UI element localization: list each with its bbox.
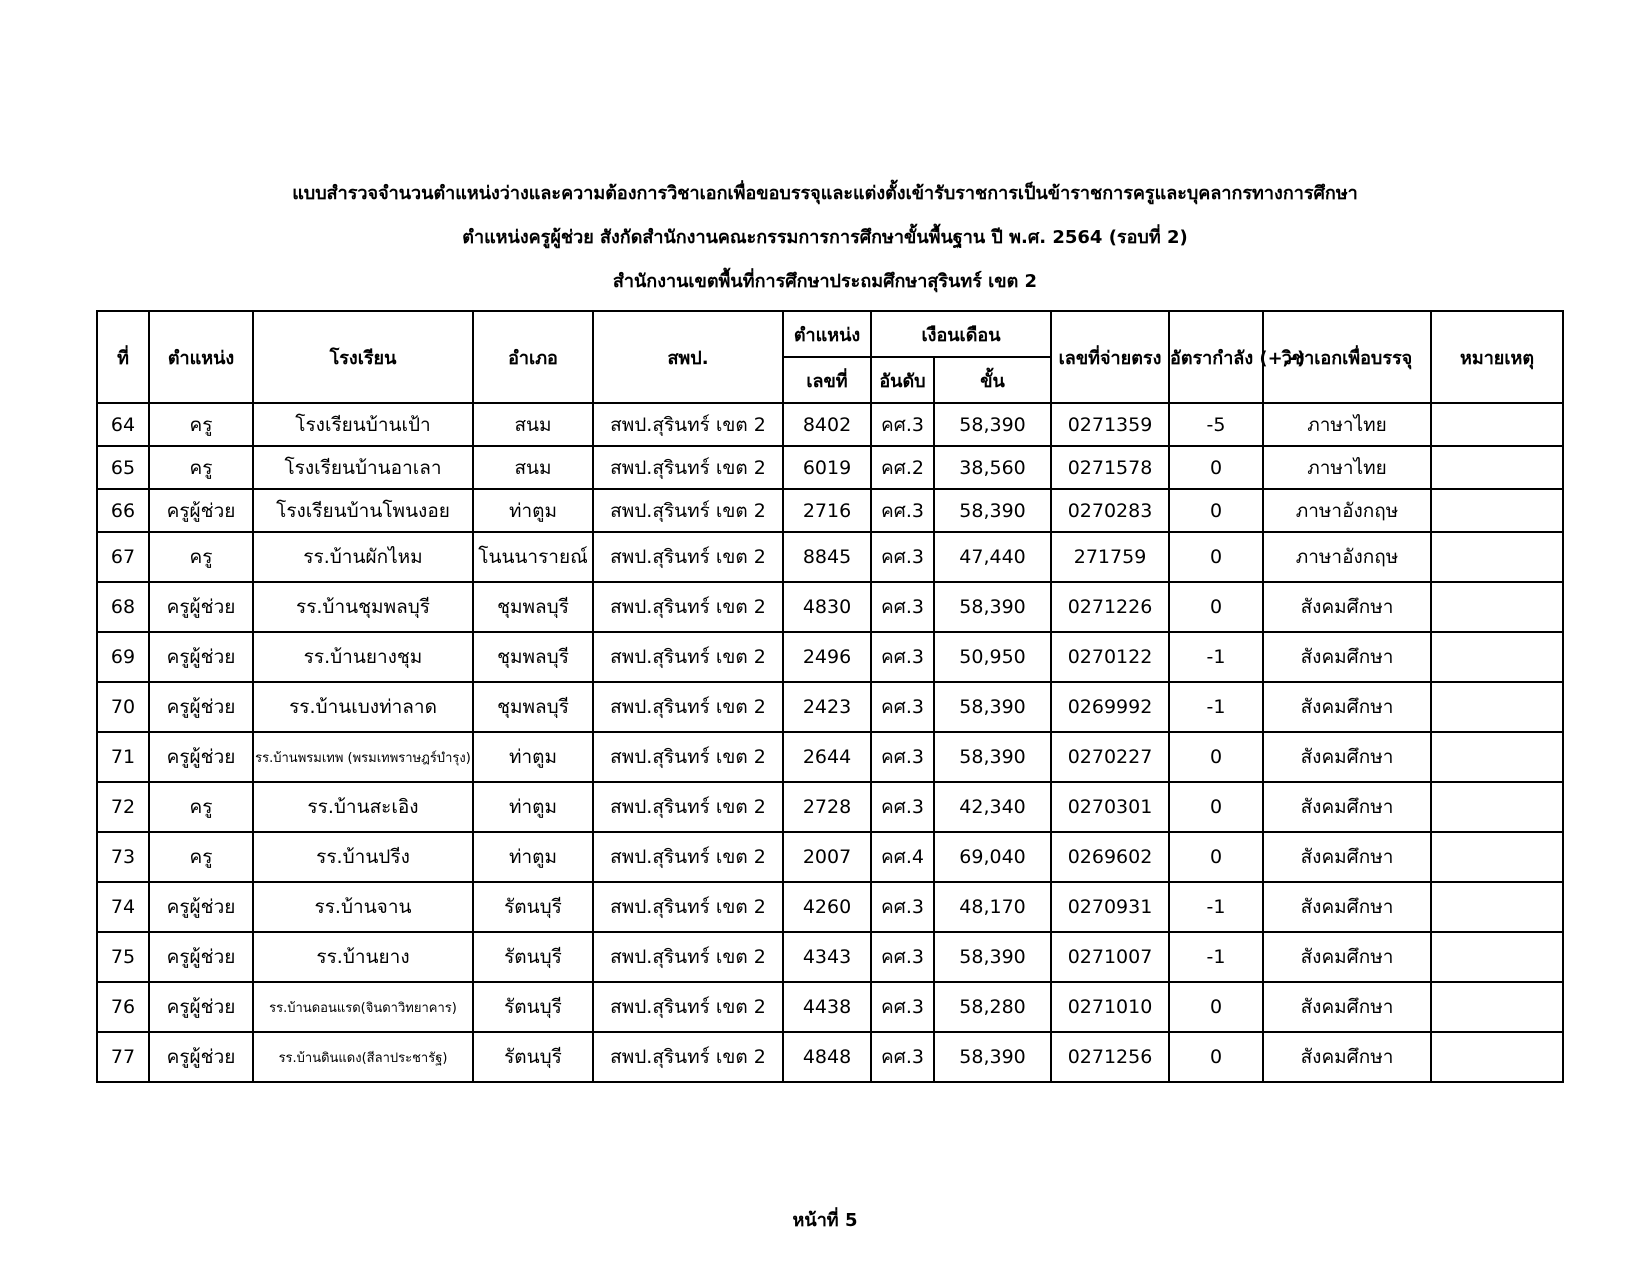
cell-pay-no: 0271359 bbox=[1051, 403, 1169, 446]
cell-rate: -1 bbox=[1169, 682, 1263, 732]
cell-school: รร.บ้านเบงท่าลาด bbox=[253, 682, 473, 732]
table-row bbox=[97, 446, 1563, 489]
cell-position: ครูผู้ช่วย bbox=[149, 982, 253, 1032]
table-row bbox=[97, 882, 1563, 932]
cell-pay-no: 0269992 bbox=[1051, 682, 1169, 732]
table-row bbox=[97, 582, 1563, 632]
cell-pay-no: 271759 bbox=[1051, 532, 1169, 582]
cell-position: ครู bbox=[149, 832, 253, 882]
cell-step: 58,390 bbox=[934, 403, 1051, 446]
cell-note bbox=[1431, 403, 1563, 446]
cell-position: ครูผู้ช่วย bbox=[149, 932, 253, 982]
cell-district: ท่าตูม bbox=[473, 489, 593, 532]
cell-district: ท่าตูม bbox=[473, 732, 593, 782]
cell-step: 47,440 bbox=[934, 532, 1051, 582]
cell-pay-no: 0269602 bbox=[1051, 832, 1169, 882]
cell-no: 73 bbox=[97, 832, 149, 882]
cell-position: ครูผู้ช่วย bbox=[149, 489, 253, 532]
cell-step: 58,390 bbox=[934, 582, 1051, 632]
cell-note bbox=[1431, 446, 1563, 489]
cell-note bbox=[1431, 1032, 1563, 1082]
cell-no: 70 bbox=[97, 682, 149, 732]
header-step: ขั้น bbox=[934, 357, 1051, 403]
cell-school: โรงเรียนบ้านอาเลา bbox=[253, 446, 473, 489]
cell-major: สังคมศึกษา bbox=[1263, 632, 1431, 682]
cell-district: สนม bbox=[473, 446, 593, 489]
cell-office: สพป.สุรินทร์ เขต 2 bbox=[593, 732, 783, 782]
cell-rank: คศ.3 bbox=[871, 682, 934, 732]
cell-step: 58,280 bbox=[934, 982, 1051, 1032]
cell-no: 67 bbox=[97, 532, 149, 582]
header-office: สพป. bbox=[593, 311, 783, 403]
title-line-2: ตำแหน่งครูผู้ช่วย สังกัดสำนักงานคณะกรรมการการศึกษาขั้นพื้นฐาน ปี พ.ศ. 2564 (รอบที่ 2) bbox=[462, 227, 1188, 248]
cell-office: สพป.สุรินทร์ เขต 2 bbox=[593, 632, 783, 682]
cell-rank: คศ.3 bbox=[871, 403, 934, 446]
cell-pay-no: 0270301 bbox=[1051, 782, 1169, 832]
cell-rate: 0 bbox=[1169, 1032, 1263, 1082]
header-position: ตำแหน่ง bbox=[149, 311, 253, 403]
cell-rank: คศ.3 bbox=[871, 1032, 934, 1082]
cell-rank: คศ.2 bbox=[871, 446, 934, 489]
cell-office: สพป.สุรินทร์ เขต 2 bbox=[593, 832, 783, 882]
cell-school: รร.บ้านพรมเทพ (พรมเทพราษฎร์บำรุง) bbox=[253, 732, 473, 782]
cell-rate: -1 bbox=[1169, 882, 1263, 932]
cell-pos-no: 2644 bbox=[783, 732, 871, 782]
table-row bbox=[97, 832, 1563, 882]
table-row bbox=[97, 982, 1563, 1032]
header-no: ที่ bbox=[97, 311, 149, 403]
cell-school: โรงเรียนบ้านเป้า bbox=[253, 403, 473, 446]
cell-school: รร.บ้านยาง bbox=[253, 932, 473, 982]
cell-pos-no: 4260 bbox=[783, 882, 871, 932]
cell-note bbox=[1431, 932, 1563, 982]
cell-no: 77 bbox=[97, 1032, 149, 1082]
cell-no: 65 bbox=[97, 446, 149, 489]
cell-rate: 0 bbox=[1169, 832, 1263, 882]
cell-no: 74 bbox=[97, 882, 149, 932]
cell-rank: คศ.3 bbox=[871, 932, 934, 982]
header-row-1 bbox=[97, 311, 1563, 357]
cell-position: ครู bbox=[149, 782, 253, 832]
cell-rate: 0 bbox=[1169, 489, 1263, 532]
table-row bbox=[97, 932, 1563, 982]
cell-pay-no: 0271578 bbox=[1051, 446, 1169, 489]
cell-pos-no: 4848 bbox=[783, 1032, 871, 1082]
cell-step: 50,950 bbox=[934, 632, 1051, 682]
cell-school: รร.บ้านดอนแรด(จินดาวิทยาคาร) bbox=[253, 982, 473, 1032]
cell-step: 48,170 bbox=[934, 882, 1051, 932]
cell-rate: -1 bbox=[1169, 932, 1263, 982]
cell-office: สพป.สุรินทร์ เขต 2 bbox=[593, 932, 783, 982]
cell-major: สังคมศึกษา bbox=[1263, 932, 1431, 982]
table-row bbox=[97, 782, 1563, 832]
cell-pos-no: 2728 bbox=[783, 782, 871, 832]
cell-rate: 0 bbox=[1169, 582, 1263, 632]
table-body bbox=[97, 403, 1563, 1082]
cell-pos-no: 2496 bbox=[783, 632, 871, 682]
document-titles bbox=[0, 172, 1650, 304]
cell-major: ภาษาไทย bbox=[1263, 446, 1431, 489]
header-school: โรงเรียน bbox=[253, 311, 473, 403]
cell-office: สพป.สุรินทร์ เขต 2 bbox=[593, 882, 783, 932]
cell-district: รัตนบุรี bbox=[473, 932, 593, 982]
table-row bbox=[97, 403, 1563, 446]
cell-office: สพป.สุรินทร์ เขต 2 bbox=[593, 582, 783, 632]
cell-pay-no: 0270122 bbox=[1051, 632, 1169, 682]
header-pos-no-top: ตำแหน่ง bbox=[783, 311, 871, 357]
cell-district: รัตนบุรี bbox=[473, 882, 593, 932]
cell-rank: คศ.4 bbox=[871, 832, 934, 882]
title-line-3: สำนักงานเขตพื้นที่การศึกษาประถมศึกษาสุรินทร์ เขต 2 bbox=[612, 271, 1038, 292]
cell-note bbox=[1431, 732, 1563, 782]
header-pay-no: เลขที่จ่ายตรง bbox=[1051, 311, 1169, 403]
cell-school: รร.บ้านจาน bbox=[253, 882, 473, 932]
cell-step: 58,390 bbox=[934, 682, 1051, 732]
cell-school: โรงเรียนบ้านโพนงอย bbox=[253, 489, 473, 532]
table-row bbox=[97, 489, 1563, 532]
cell-position: ครู bbox=[149, 446, 253, 489]
cell-major: สังคมศึกษา bbox=[1263, 782, 1431, 832]
cell-major: สังคมศึกษา bbox=[1263, 732, 1431, 782]
vacancy-table bbox=[96, 310, 1564, 1083]
cell-rank: คศ.3 bbox=[871, 532, 934, 582]
header-note: หมายเหตุ bbox=[1431, 311, 1563, 403]
table-row bbox=[97, 682, 1563, 732]
cell-note bbox=[1431, 532, 1563, 582]
header-salary: เงือนเดือน bbox=[871, 311, 1051, 357]
cell-pos-no: 2423 bbox=[783, 682, 871, 732]
cell-no: 68 bbox=[97, 582, 149, 632]
cell-district: สนม bbox=[473, 403, 593, 446]
cell-position: ครูผู้ช่วย bbox=[149, 682, 253, 732]
cell-pos-no: 8402 bbox=[783, 403, 871, 446]
cell-school: รร.บ้านชุมพลบุรี bbox=[253, 582, 473, 632]
cell-no: 69 bbox=[97, 632, 149, 682]
cell-district: โนนนารายณ์ bbox=[473, 532, 593, 582]
cell-pay-no: 0271226 bbox=[1051, 582, 1169, 632]
cell-step: 58,390 bbox=[934, 1032, 1051, 1082]
cell-pos-no: 4438 bbox=[783, 982, 871, 1032]
cell-step: 58,390 bbox=[934, 732, 1051, 782]
cell-step: 69,040 bbox=[934, 832, 1051, 882]
header-pos-no-bottom: เลขที่ bbox=[783, 357, 871, 403]
cell-position: ครูผู้ช่วย bbox=[149, 1032, 253, 1082]
cell-no: 72 bbox=[97, 782, 149, 832]
cell-rank: คศ.3 bbox=[871, 582, 934, 632]
cell-school: รร.บ้านดินแดง(สีลาประชารัฐ) bbox=[253, 1032, 473, 1082]
cell-district: ชุมพลบุรี bbox=[473, 682, 593, 732]
cell-office: สพป.สุรินทร์ เขต 2 bbox=[593, 489, 783, 532]
cell-no: 64 bbox=[97, 403, 149, 446]
cell-district: ชุมพลบุรี bbox=[473, 632, 593, 682]
cell-school: รร.บ้านสะเอิง bbox=[253, 782, 473, 832]
cell-position: ครู bbox=[149, 403, 253, 446]
cell-note bbox=[1431, 582, 1563, 632]
title-line-1: แบบสำรวจจำนวนตำแหน่งว่างและความต้องการวิชาเอกเพื่อขอบรรจุและแต่งตั้งเข้ารับราชการเป็นข้าราชการครูและบุคลากรทางการศึกษา bbox=[292, 183, 1358, 204]
table-row bbox=[97, 732, 1563, 782]
cell-major: สังคมศึกษา bbox=[1263, 582, 1431, 632]
cell-no: 71 bbox=[97, 732, 149, 782]
cell-office: สพป.สุรินทร์ เขต 2 bbox=[593, 446, 783, 489]
cell-major: สังคมศึกษา bbox=[1263, 1032, 1431, 1082]
cell-major: สังคมศึกษา bbox=[1263, 682, 1431, 732]
cell-step: 58,390 bbox=[934, 489, 1051, 532]
cell-pay-no: 0270227 bbox=[1051, 732, 1169, 782]
cell-major: สังคมศึกษา bbox=[1263, 832, 1431, 882]
cell-pos-no: 8845 bbox=[783, 532, 871, 582]
cell-step: 42,340 bbox=[934, 782, 1051, 832]
cell-major: ภาษาอังกฤษ bbox=[1263, 532, 1431, 582]
cell-pay-no: 0271256 bbox=[1051, 1032, 1169, 1082]
header-rate: อัตรากำลัง (+,-) bbox=[1169, 311, 1263, 403]
page-number: หน้าที่ 5 bbox=[792, 1210, 858, 1231]
table-row bbox=[97, 532, 1563, 582]
cell-rate: 0 bbox=[1169, 782, 1263, 832]
cell-district: ท่าตูม bbox=[473, 832, 593, 882]
cell-district: รัตนบุรี bbox=[473, 982, 593, 1032]
cell-pay-no: 0270931 bbox=[1051, 882, 1169, 932]
cell-office: สพป.สุรินทร์ เขต 2 bbox=[593, 403, 783, 446]
cell-step: 38,560 bbox=[934, 446, 1051, 489]
cell-note bbox=[1431, 489, 1563, 532]
cell-rank: คศ.3 bbox=[871, 732, 934, 782]
cell-school: รร.บ้านยางชุม bbox=[253, 632, 473, 682]
cell-rate: 0 bbox=[1169, 982, 1263, 1032]
cell-major: ภาษาไทย bbox=[1263, 403, 1431, 446]
cell-rate: -1 bbox=[1169, 632, 1263, 682]
header-rank: อันดับ bbox=[871, 357, 934, 403]
cell-note bbox=[1431, 832, 1563, 882]
cell-rate: 0 bbox=[1169, 532, 1263, 582]
cell-position: ครู bbox=[149, 532, 253, 582]
cell-pay-no: 0271010 bbox=[1051, 982, 1169, 1032]
cell-district: ท่าตูม bbox=[473, 782, 593, 832]
cell-note bbox=[1431, 882, 1563, 932]
cell-position: ครูผู้ช่วย bbox=[149, 582, 253, 632]
cell-no: 66 bbox=[97, 489, 149, 532]
cell-rate: 0 bbox=[1169, 732, 1263, 782]
cell-rank: คศ.3 bbox=[871, 882, 934, 932]
cell-pos-no: 2007 bbox=[783, 832, 871, 882]
cell-district: ชุมพลบุรี bbox=[473, 582, 593, 632]
cell-district: รัตนบุรี bbox=[473, 1032, 593, 1082]
cell-major: สังคมศึกษา bbox=[1263, 982, 1431, 1032]
cell-rank: คศ.3 bbox=[871, 782, 934, 832]
cell-office: สพป.สุรินทร์ เขต 2 bbox=[593, 532, 783, 582]
header-district: อำเภอ bbox=[473, 311, 593, 403]
cell-position: ครูผู้ช่วย bbox=[149, 632, 253, 682]
cell-pos-no: 6019 bbox=[783, 446, 871, 489]
cell-pay-no: 0270283 bbox=[1051, 489, 1169, 532]
cell-note bbox=[1431, 782, 1563, 832]
cell-position: ครูผู้ช่วย bbox=[149, 732, 253, 782]
table-row bbox=[97, 632, 1563, 682]
cell-position: ครูผู้ช่วย bbox=[149, 882, 253, 932]
cell-note bbox=[1431, 682, 1563, 732]
cell-step: 58,390 bbox=[934, 932, 1051, 982]
cell-no: 76 bbox=[97, 982, 149, 1032]
cell-office: สพป.สุรินทร์ เขต 2 bbox=[593, 682, 783, 732]
cell-pay-no: 0271007 bbox=[1051, 932, 1169, 982]
cell-school: รร.บ้านผักไหม bbox=[253, 532, 473, 582]
cell-school: รร.บ้านปรีง bbox=[253, 832, 473, 882]
cell-rank: คศ.3 bbox=[871, 632, 934, 682]
cell-note bbox=[1431, 632, 1563, 682]
cell-rate: 0 bbox=[1169, 446, 1263, 489]
cell-pos-no: 4343 bbox=[783, 932, 871, 982]
cell-office: สพป.สุรินทร์ เขต 2 bbox=[593, 782, 783, 832]
cell-rank: คศ.3 bbox=[871, 489, 934, 532]
header-major: วิชาเอกเพื่อบรรจุ bbox=[1263, 311, 1431, 403]
cell-major: สังคมศึกษา bbox=[1263, 882, 1431, 932]
cell-office: สพป.สุรินทร์ เขต 2 bbox=[593, 982, 783, 1032]
cell-office: สพป.สุรินทร์ เขต 2 bbox=[593, 1032, 783, 1082]
table-row bbox=[97, 1032, 1563, 1082]
cell-note bbox=[1431, 982, 1563, 1032]
cell-rank: คศ.3 bbox=[871, 982, 934, 1032]
cell-major: ภาษาอังกฤษ bbox=[1263, 489, 1431, 532]
cell-rate: -5 bbox=[1169, 403, 1263, 446]
cell-pos-no: 2716 bbox=[783, 489, 871, 532]
cell-no: 75 bbox=[97, 932, 149, 982]
cell-pos-no: 4830 bbox=[783, 582, 871, 632]
